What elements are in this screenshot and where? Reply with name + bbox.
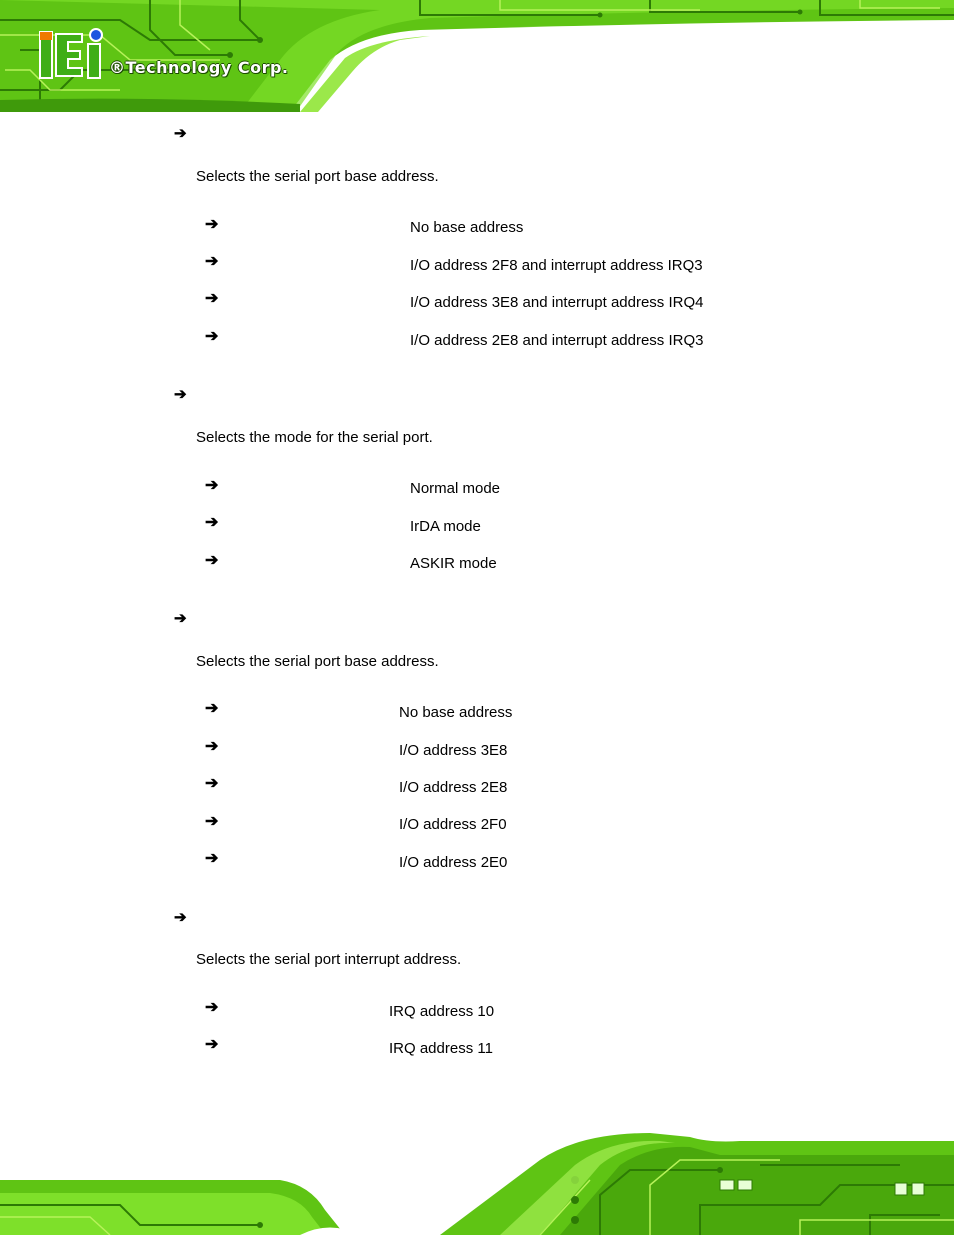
section-bullet-arrow: ➔ bbox=[174, 125, 187, 142]
option-description: I/O address 2F0 bbox=[399, 816, 507, 833]
option-description: IRQ address 10 bbox=[389, 1003, 495, 1020]
logo-text: ®Technology Corp. bbox=[109, 58, 289, 77]
option-bullet-arrow: ➔ bbox=[205, 477, 219, 494]
option-bullet-arrow: ➔ bbox=[205, 253, 219, 270]
option-description: No base address bbox=[399, 704, 513, 721]
option-bullet-arrow: ➔ bbox=[205, 290, 219, 307]
option-bullet-arrow: ➔ bbox=[205, 813, 219, 830]
section-bullet-arrow: ➔ bbox=[174, 909, 187, 926]
option-bullet-arrow: ➔ bbox=[205, 700, 219, 717]
option-description: IRQ address 11 bbox=[389, 1040, 493, 1057]
option-description: I/O address 2E8 and interrupt address IRQ3 bbox=[410, 332, 704, 349]
section-description: Selects the serial port base address. bbox=[196, 653, 439, 670]
option-bullet-arrow: ➔ bbox=[205, 1036, 219, 1053]
section-description: Selects the serial port base address. bbox=[196, 168, 439, 185]
section-bullet-arrow: ➔ bbox=[174, 610, 187, 627]
option-description: Normal mode bbox=[410, 480, 501, 497]
iei-logo-icon bbox=[38, 28, 108, 82]
option-bullet-arrow: ➔ bbox=[205, 850, 219, 867]
option-description: I/O address 3E8 bbox=[399, 742, 508, 759]
option-description: ASKIR mode bbox=[410, 555, 497, 572]
option-description: I/O address 3E8 and interrupt address IRQ4 bbox=[410, 294, 704, 311]
footer-banner bbox=[0, 1125, 954, 1235]
option-description: I/O address 2E0 bbox=[399, 854, 508, 871]
option-bullet-arrow: ➔ bbox=[205, 775, 219, 792]
option-description: I/O address 2E8 bbox=[399, 779, 508, 796]
option-bullet-arrow: ➔ bbox=[205, 999, 219, 1016]
option-bullet-arrow: ➔ bbox=[205, 216, 219, 233]
section-bullet-arrow: ➔ bbox=[174, 386, 187, 403]
section-description: Selects the mode for the serial port. bbox=[196, 429, 433, 446]
option-bullet-arrow: ➔ bbox=[205, 328, 219, 345]
option-bullet-arrow: ➔ bbox=[205, 514, 219, 531]
header-banner bbox=[0, 0, 954, 112]
circuit-board-header-graphic bbox=[0, 0, 954, 112]
option-description: I/O address 2F8 and interrupt address IRQ3 bbox=[410, 257, 703, 274]
option-bullet-arrow: ➔ bbox=[205, 552, 219, 569]
option-description: IrDA mode bbox=[410, 518, 481, 535]
option-description: No base address bbox=[410, 219, 524, 236]
option-bullet-arrow: ➔ bbox=[205, 738, 219, 755]
circuit-board-footer-graphic bbox=[0, 1125, 954, 1235]
section-description: Selects the serial port interrupt address. bbox=[196, 951, 462, 968]
